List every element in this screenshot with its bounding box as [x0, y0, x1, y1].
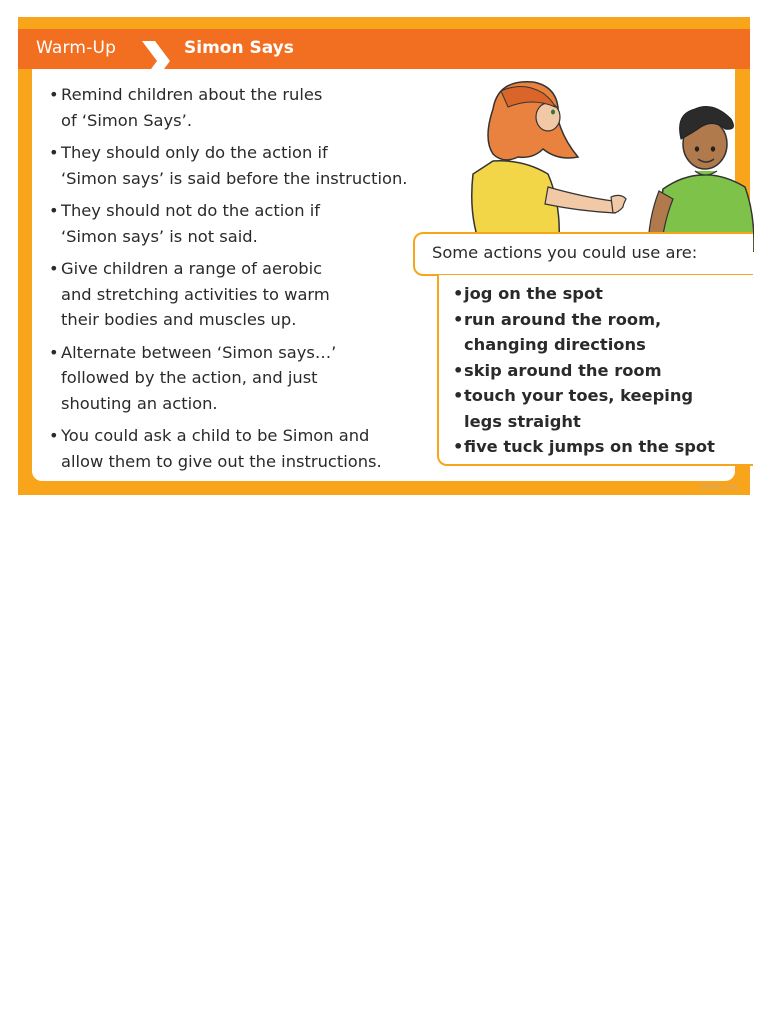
list-item-line: changing directions: [464, 335, 646, 354]
bullet-icon: •: [453, 360, 464, 380]
list-item-line: five tuck jumps on the spot: [464, 437, 715, 456]
instruction-list: [49, 82, 449, 481]
list-item-line: skip around the room: [464, 360, 662, 380]
list-item-line: and stretching activities to warm: [61, 284, 330, 304]
list-item: [453, 307, 748, 358]
list-item: [49, 423, 449, 474]
list-item-line: followed by the action, and just: [61, 368, 318, 387]
list-item-line: ‘Simon says’ is not said.: [61, 226, 258, 246]
list-item-line: Remind children about the rules: [61, 85, 323, 104]
list-item: [49, 82, 449, 133]
bullet-icon: •: [49, 259, 59, 278]
actions-heading: Some actions you could use are:: [432, 243, 698, 262]
header-bar: [18, 29, 750, 69]
bullet-icon: •: [453, 309, 464, 329]
actions-list: [453, 281, 748, 460]
section-label: Warm-Up: [36, 38, 117, 58]
list-item-line: touch your toes, keeping: [464, 386, 694, 405]
list-item: [49, 340, 449, 417]
list-item: [453, 281, 748, 307]
list-item: [453, 434, 748, 460]
list-item-line: They should only do the action if: [61, 143, 328, 162]
list-item: [453, 383, 748, 434]
list-item-line: of ‘Simon Says’.: [61, 110, 192, 130]
list-item-line: ‘Simon says’ is said before the instruction.: [61, 168, 408, 188]
watermark: twinkl.com: [700, 483, 739, 491]
actions-box: [437, 275, 753, 466]
list-item-line: Give children a range of aerobic: [61, 259, 323, 278]
bullet-icon: •: [49, 85, 59, 104]
bullet-icon: •: [453, 386, 464, 405]
page-title: Simon Says: [184, 38, 294, 58]
list-item: [49, 198, 449, 249]
list-item: [49, 256, 449, 333]
list-item-line: legs straight: [464, 411, 581, 431]
bullet-icon: •: [49, 342, 59, 362]
list-item-line: their bodies and muscles up.: [61, 310, 297, 329]
list-item: [453, 358, 748, 384]
bullet-icon: •: [49, 143, 59, 162]
list-item-line: allow them to give out the instructions.: [61, 451, 382, 471]
list-item-line: jog on the spot: [464, 284, 603, 303]
bullet-icon: •: [49, 201, 59, 220]
list-item-line: Alternate between ‘Simon says…’: [61, 342, 337, 362]
list-item-line: run around the room,: [464, 309, 662, 329]
list-item-line: shouting an action.: [61, 393, 218, 413]
bullet-icon: •: [49, 426, 59, 445]
boy-figure: [648, 107, 754, 252]
activity-card: [18, 17, 750, 495]
list-item-line: You could ask a child to be Simon and: [61, 426, 370, 445]
list-item: [49, 140, 449, 191]
girl-figure: [472, 82, 626, 252]
actions-callout: [413, 232, 753, 276]
bullet-icon: •: [453, 437, 464, 456]
list-item-line: They should not do the action if: [61, 201, 320, 220]
bullet-icon: •: [453, 284, 464, 303]
children-playing-illustration: [463, 79, 754, 252]
